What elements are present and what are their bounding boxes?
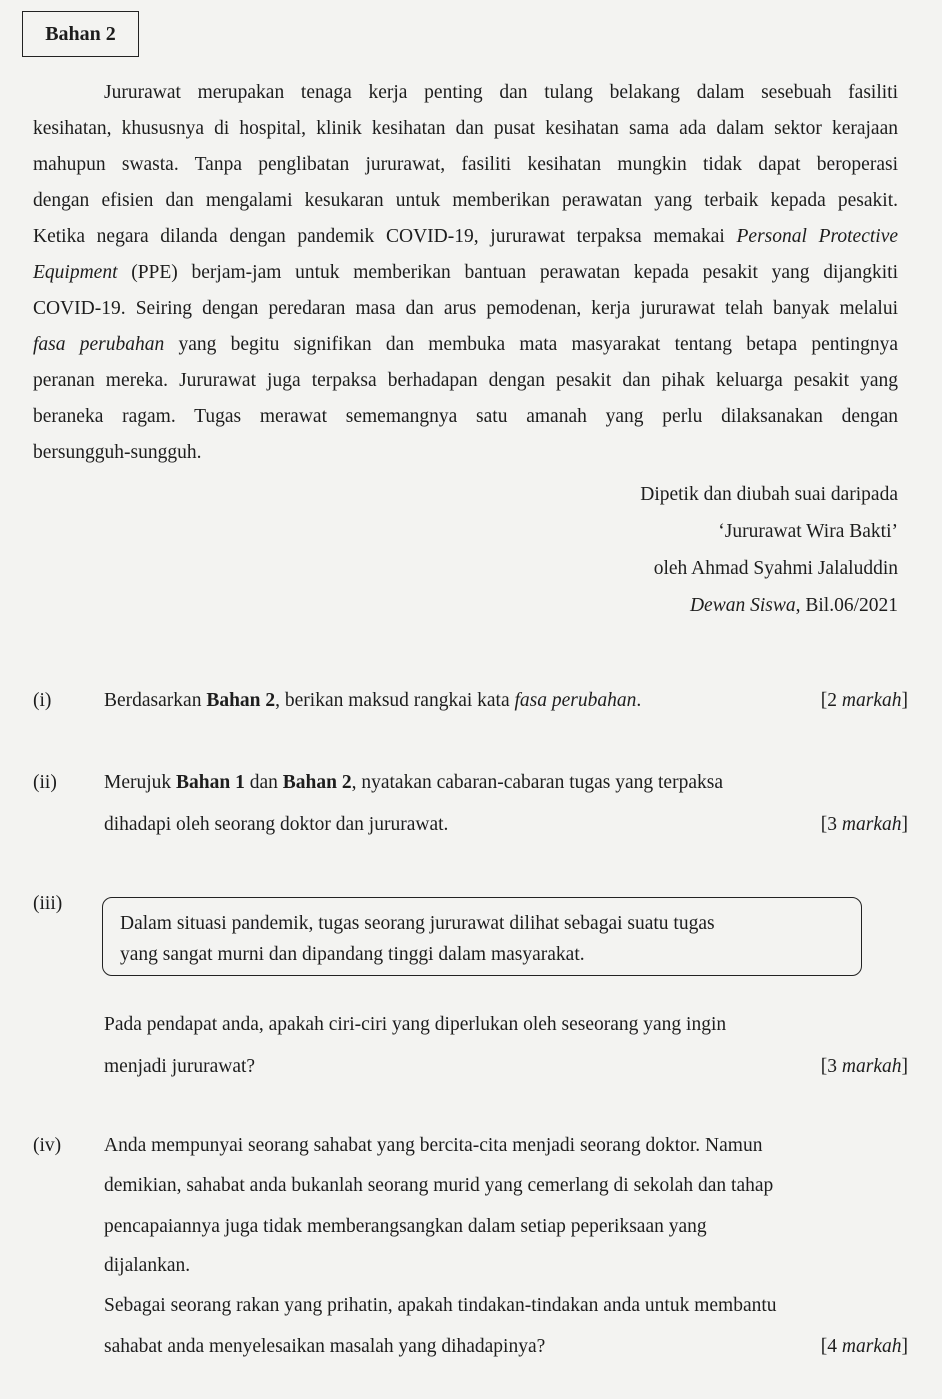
italic-term: fasa perubahan bbox=[514, 690, 637, 711]
passage-line: COVID-19. Seiring dengan peredaran masa dan arus pemodenan, kerja jururawat telah banyak melalui bbox=[33, 298, 898, 319]
question-text: pencapaiannya juga tidak memberangsangkan dalam setiap peperiksaan yang bbox=[104, 1216, 707, 1237]
marks-count: [2 bbox=[820, 690, 842, 711]
question-number: (ii) bbox=[33, 772, 57, 793]
question-text: Anda mempunyai seorang sahabat yang bercita-cita menjadi seorang doktor. Namun bbox=[104, 1135, 763, 1156]
question-number: (iv) bbox=[33, 1135, 62, 1156]
marks-count: [3 bbox=[820, 1056, 842, 1077]
marks-word: markah bbox=[841, 690, 902, 711]
marks-bracket: ] bbox=[901, 1056, 908, 1077]
marks-label bbox=[821, 1056, 908, 1078]
publication-issue: , Bil.06/2021 bbox=[795, 595, 898, 616]
passage-text: Ketika negara dilanda dengan pandemik COVID-19, jururawat terpaksa memakai bbox=[33, 226, 737, 247]
bold-term: Bahan 1 bbox=[176, 772, 245, 793]
italic-term: Personal Protective bbox=[736, 226, 898, 247]
passage-line: Jururawat merupakan tenaga kerja penting dan tulang belakang dalam sesebuah fasiliti bbox=[104, 82, 898, 103]
stimulus-text: yang sangat murni dan dipandang tinggi dalam masyarakat. bbox=[120, 944, 585, 965]
citation-line: Dipetik dan diubah suai daripada bbox=[640, 484, 898, 505]
passage-text: yang begitu signifikan dan membuka mata masyarakat tentang betapa pentingnya bbox=[164, 334, 899, 355]
question-text: menjadi jururawat? bbox=[104, 1056, 256, 1077]
question-number: (iii) bbox=[33, 893, 63, 914]
marks-word: markah bbox=[841, 814, 902, 835]
question-text: Pada pendapat anda, apakah ciri-ciri yang diperlukan oleh seseorang yang ingin bbox=[104, 1014, 727, 1035]
publication-name: Dewan Siswa bbox=[689, 595, 796, 616]
citation-author: oleh Ahmad Syahmi Jalaluddin bbox=[653, 558, 898, 579]
question-text: sahabat anda menyelesaikan masalah yang dihadapinya? bbox=[104, 1336, 546, 1357]
question-text-part: , nyatakan cabaran-cabaran tugas yang terpaksa bbox=[351, 772, 723, 793]
marks-label bbox=[821, 1336, 908, 1358]
marks-label bbox=[821, 690, 908, 712]
passage-line: bersungguh-sungguh. bbox=[33, 442, 202, 463]
marks-count: [4 bbox=[820, 1336, 842, 1357]
question-text-part: Merujuk bbox=[104, 772, 177, 793]
section-label: Bahan 2 bbox=[22, 11, 139, 57]
passage-line bbox=[33, 334, 898, 356]
passage-line: kesihatan, khususnya di hospital, klinik kesihatan dan pusat kesihatan sama ada dalam sektor kerajaan bbox=[33, 118, 898, 139]
question-text bbox=[104, 690, 908, 712]
question-text-part: , berikan maksud rangkai kata bbox=[275, 690, 515, 711]
passage-line bbox=[33, 226, 898, 248]
marks-count: [3 bbox=[820, 814, 842, 835]
italic-term: fasa perubahan bbox=[33, 334, 165, 355]
question-text-part: . bbox=[636, 690, 642, 711]
marks-bracket: ] bbox=[901, 1336, 908, 1357]
marks-bracket: ] bbox=[901, 690, 908, 711]
question-text bbox=[104, 772, 908, 794]
marks-label bbox=[821, 814, 908, 836]
question-text-part: dan bbox=[244, 772, 283, 793]
question-text: dihadapi oleh seorang doktor dan jururawat. bbox=[104, 814, 449, 835]
passage-line bbox=[33, 262, 898, 284]
stimulus-text: Dalam situasi pandemik, tugas seorang jururawat dilihat sebagai suatu tugas bbox=[120, 913, 715, 934]
passage-text: (PPE) berjam-jam untuk memberikan bantuan perawatan kepada pesakit yang dijangkiti bbox=[117, 262, 898, 283]
question-text: Sebagai seorang rakan yang prihatin, apakah tindakan-tindakan anda untuk membantu bbox=[104, 1295, 777, 1316]
question-number: (i) bbox=[33, 690, 52, 711]
marks-word: markah bbox=[841, 1056, 902, 1077]
citation-publication bbox=[690, 595, 898, 617]
passage-line: peranan mereka. Jururawat juga terpaksa berhadapan dengan pesakit dan pihak keluarga pesakit yang bbox=[33, 370, 898, 391]
passage-line: dengan efisien dan mengalami kesukaran untuk memberikan perawatan yang terbaik kepada pesakit. bbox=[33, 190, 898, 211]
bold-term: Bahan 2 bbox=[282, 772, 352, 793]
citation-title: ‘Jururawat Wira Bakti’ bbox=[718, 521, 898, 542]
question-text-part: Berdasarkan bbox=[104, 690, 207, 711]
marks-word: markah bbox=[841, 1336, 902, 1357]
passage-line: beraneka ragam. Tugas merawat sememangnya satu amanah yang perlu dilaksanakan dengan bbox=[33, 406, 898, 427]
question-text: dijalankan. bbox=[104, 1255, 191, 1276]
italic-term: Equipment bbox=[33, 262, 118, 283]
marks-bracket: ] bbox=[901, 814, 908, 835]
passage-line: mahupun swasta. Tanpa penglibatan jururawat, fasiliti kesihatan mungkin tidak dapat beroperasi bbox=[33, 154, 898, 175]
question-text: demikian, sahabat anda bukanlah seorang murid yang cemerlang di sekolah dan tahap bbox=[104, 1175, 774, 1196]
bold-term: Bahan 2 bbox=[206, 690, 276, 711]
